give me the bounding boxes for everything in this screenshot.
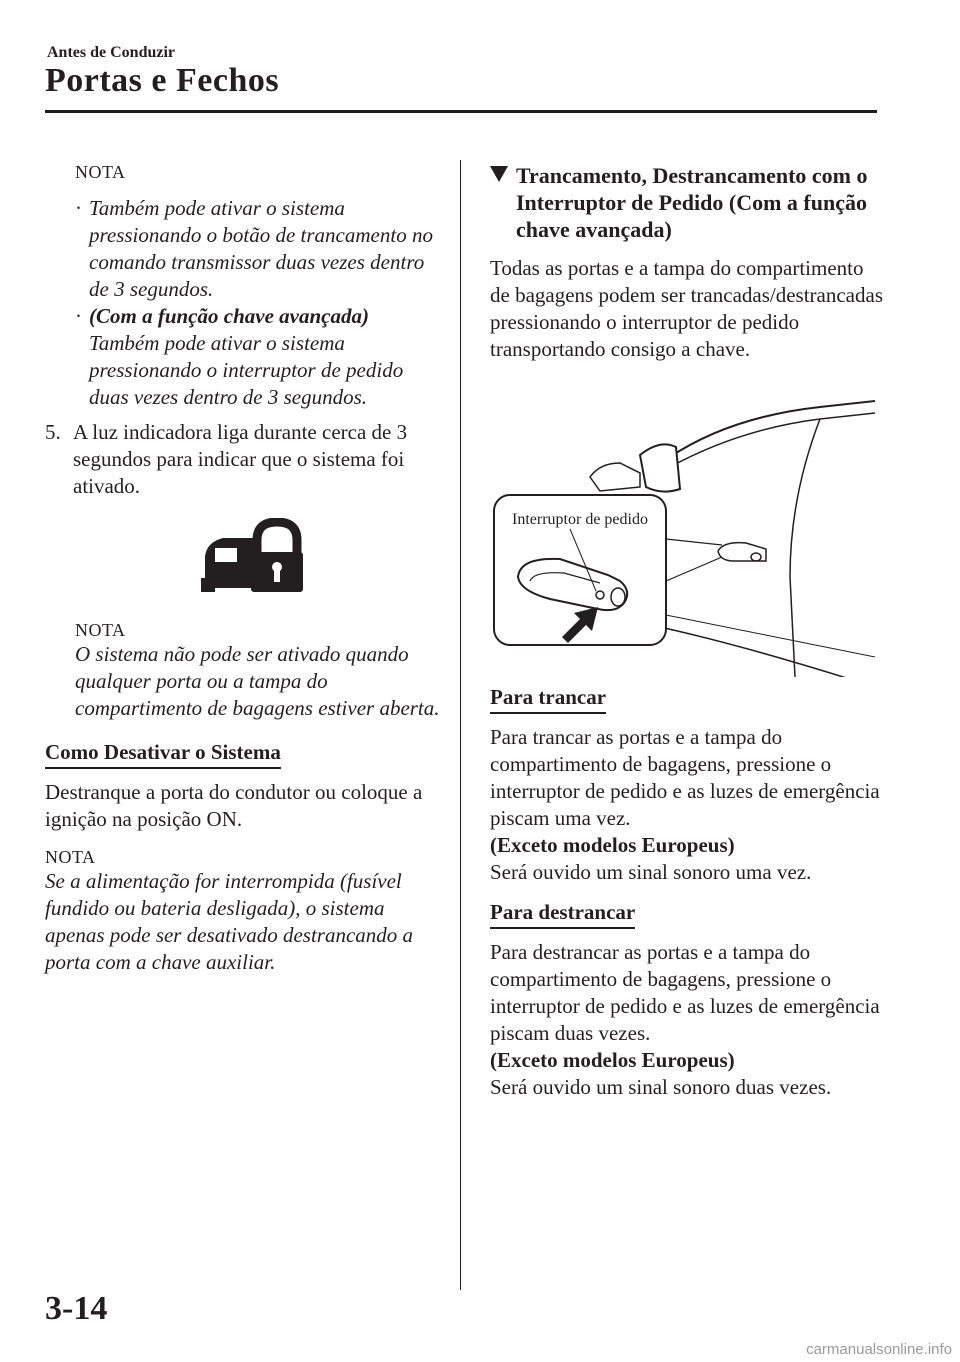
lock-exception: (Exceto modelos Europeus): [490, 833, 735, 857]
intro-text: Todas as portas e a tampa do compartimento de bagagens podem ser trancadas/destrancadas pressionando o interruptor de pedido transportando consigo a chave.: [490, 256, 883, 361]
page-title: Portas e Fechos: [45, 62, 280, 99]
security-indicator-icon: [195, 518, 305, 598]
note-bullet: · (Com a função chave avançada) Também pode ativar o sistema pressionando o interruptor de pedido duas vezes dentro de 3 segundos.: [75, 304, 404, 409]
note-label: NOTA: [45, 847, 96, 867]
subheading-unlock: Para destrancar: [490, 900, 635, 929]
note-label: NOTA: [75, 162, 126, 182]
subheading-deactivate: Como Desativar o Sistema: [45, 740, 281, 769]
unlock-text: Para destrancar as portas e a tampa do compartimento de bagagens, pressione o interruptor de pedido e as luzes de emergência piscam duas vezes.: [490, 940, 880, 1045]
triangle-marker-icon: [490, 166, 508, 182]
step-5: 5. A luz indicadora liga durante cerca de 3 segundos para indicar que o sistema foi ativado.: [45, 420, 408, 498]
figure-callout-label: Interruptor de pedido: [512, 511, 648, 528]
column-divider: [460, 160, 461, 1290]
left-column: [45, 162, 440, 976]
note-text: Se a alimentação for interrompida (fusível fundido ou bateria desligada), o sistema apenas pode ser desativado destrancando a porta com a chave auxiliar.: [45, 869, 414, 974]
section-heading: Trancamento, Destrancamento com o Interruptor de Pedido (Com a função chave avançada): [490, 162, 885, 243]
watermark: carmanualsonline.info: [806, 1341, 952, 1358]
section-tag: Antes de Conduzir: [47, 44, 176, 61]
note-bullet: · Também pode ativar o sistema pressionando o botão de trancamento no comando transmissor duas vezes dentro de 3 segundos.: [75, 196, 433, 301]
deactivate-text: Destranque a porta do condutor ou coloque a ignição na posição ON.: [45, 780, 423, 831]
unlock-beep: Será ouvido um sinal sonoro duas vezes.: [490, 1075, 832, 1099]
note-text: O sistema não pode ser ativado quando qualquer porta ou a tampa do compartimento de bagagens estiver aberta.: [75, 642, 440, 720]
page-number: 3-14: [45, 1290, 108, 1327]
right-column: [490, 162, 885, 1101]
lock-beep: Será ouvido um sinal sonoro uma vez.: [490, 860, 812, 884]
request-switch-figure: [490, 377, 885, 677]
lock-text: Para trancar as portas e a tampa do compartimento de bagagens, pressione o interruptor de pedido e as luzes de emergência piscam uma vez.: [490, 725, 880, 830]
subheading-lock: Para trancar: [490, 685, 606, 714]
unlock-exception: (Exceto modelos Europeus): [490, 1048, 735, 1072]
title-rule: [45, 110, 877, 113]
note-label: NOTA: [75, 620, 126, 640]
indicator-figure: [45, 510, 440, 620]
